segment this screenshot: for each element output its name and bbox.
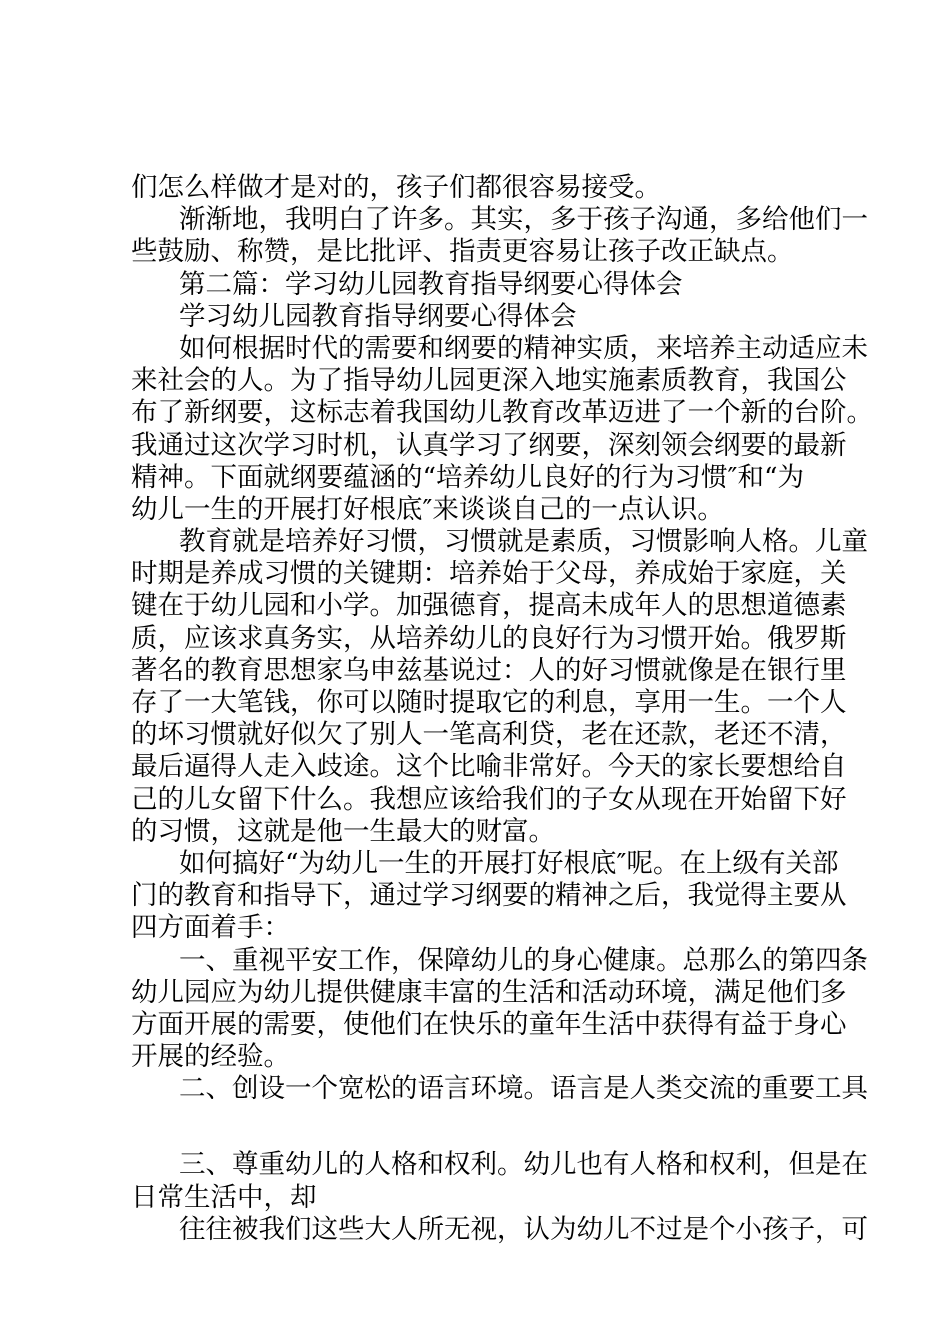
text-line: 精神。下面就纲要蕴涵的“培养幼儿良好的行为习惯″和“为 — [131, 461, 804, 493]
text-line: 门的教育和指导下，通过学习纲要的精神之后，我觉得主要从 — [131, 880, 847, 912]
text-line: 教育就是培养好习惯，习惯就是素质，习惯影响人格。儿童 — [179, 526, 868, 558]
text-line: 方面开展的需要，使他们在快乐的童年生活中获得有益于身心 — [131, 1008, 847, 1040]
text-line: 三、尊重幼儿的人格和权利。幼儿也有人格和权利，但是在 — [179, 1149, 868, 1181]
text-line: 的坏习惯就好似欠了别人一笔高利贷，老在还款，老还不清， — [131, 719, 847, 751]
text-line: 布了新纲要，这标志着我国幼儿教育改革迈进了一个新的台阶。 — [131, 397, 873, 429]
text-line: 如何根据时代的需要和纲要的精神实质，来培养主动适应未 — [179, 332, 868, 364]
text-line: 日常生活中，却 — [131, 1181, 317, 1213]
text-line: 四方面着手： — [131, 912, 290, 944]
text-line: 质，应该求真务实，从培养幼儿的良好行为习惯开始。俄罗斯 — [131, 622, 847, 654]
document-body — [131, 172, 873, 1246]
paragraph-gap — [131, 1105, 831, 1149]
text-line: 来社会的人。为了指导幼儿园更深入地实施素质教育，我国公 — [131, 365, 847, 397]
text-line: 渐渐地，我明白了许多。其实，多于孩子沟通，多给他们一 — [179, 204, 868, 236]
text-line: 一、重视平安工作，保障幼儿的身心健康。总那么的第四条 — [179, 944, 868, 976]
text-line: 我通过这次学习时机，认真学习了纲要，深刻领会纲要的最新 — [131, 429, 847, 461]
text-line: 时期是养成习惯的关键期：培养始于父母，养成始于家庭，关 — [131, 558, 847, 590]
text-line: 著名的教育思想家乌申兹基说过：人的好习惯就像是在银行里 — [131, 654, 847, 686]
text-line: 些鼓励、称赞，是比批评、指责更容易让孩子改正缺点。 — [131, 236, 794, 268]
text-line: 们怎么样做才是对的，孩子们都很容易接受。 — [131, 172, 661, 203]
text-line: 己的儿女留下什么。我想应该给我们的子女从现在开始留下好 — [131, 783, 847, 815]
text-line: 如何搞好“为幼儿一生的开展打好根底″呢。在上级有关部 — [179, 847, 839, 879]
text-line: 最后逼得人走入歧途。这个比喻非常好。今天的家长要想给自 — [131, 751, 847, 783]
text-line: 往往被我们这些大人所无视，认为幼儿不过是个小孩子，可 — [179, 1213, 868, 1245]
text-line: 的习惯，这就是他一生最大的财富。 — [131, 815, 555, 847]
text-line: 幼儿一生的开展打好根底″来谈谈自己的一点认识。 — [131, 493, 724, 525]
text-line: 存了一大笔钱，你可以随时提取它的利息，享用一生。一个人 — [131, 687, 847, 718]
section-heading: 第二篇：学习幼儿园教育指导纲要心得体会 — [179, 268, 683, 300]
text-line: 二、创设一个宽松的语言环境。语言是人类交流的重要工具 — [179, 1073, 868, 1105]
text-line: 开展的经验。 — [131, 1041, 290, 1073]
text-line: 键在于幼儿园和小学。加强德育，提高未成年人的思想道德素 — [131, 590, 847, 622]
text-line: 幼儿园应为幼儿提供健康丰富的生活和活动环境，满足他们多 — [131, 976, 847, 1008]
article-title: 学习幼儿园教育指导纲要心得体会 — [179, 300, 577, 332]
